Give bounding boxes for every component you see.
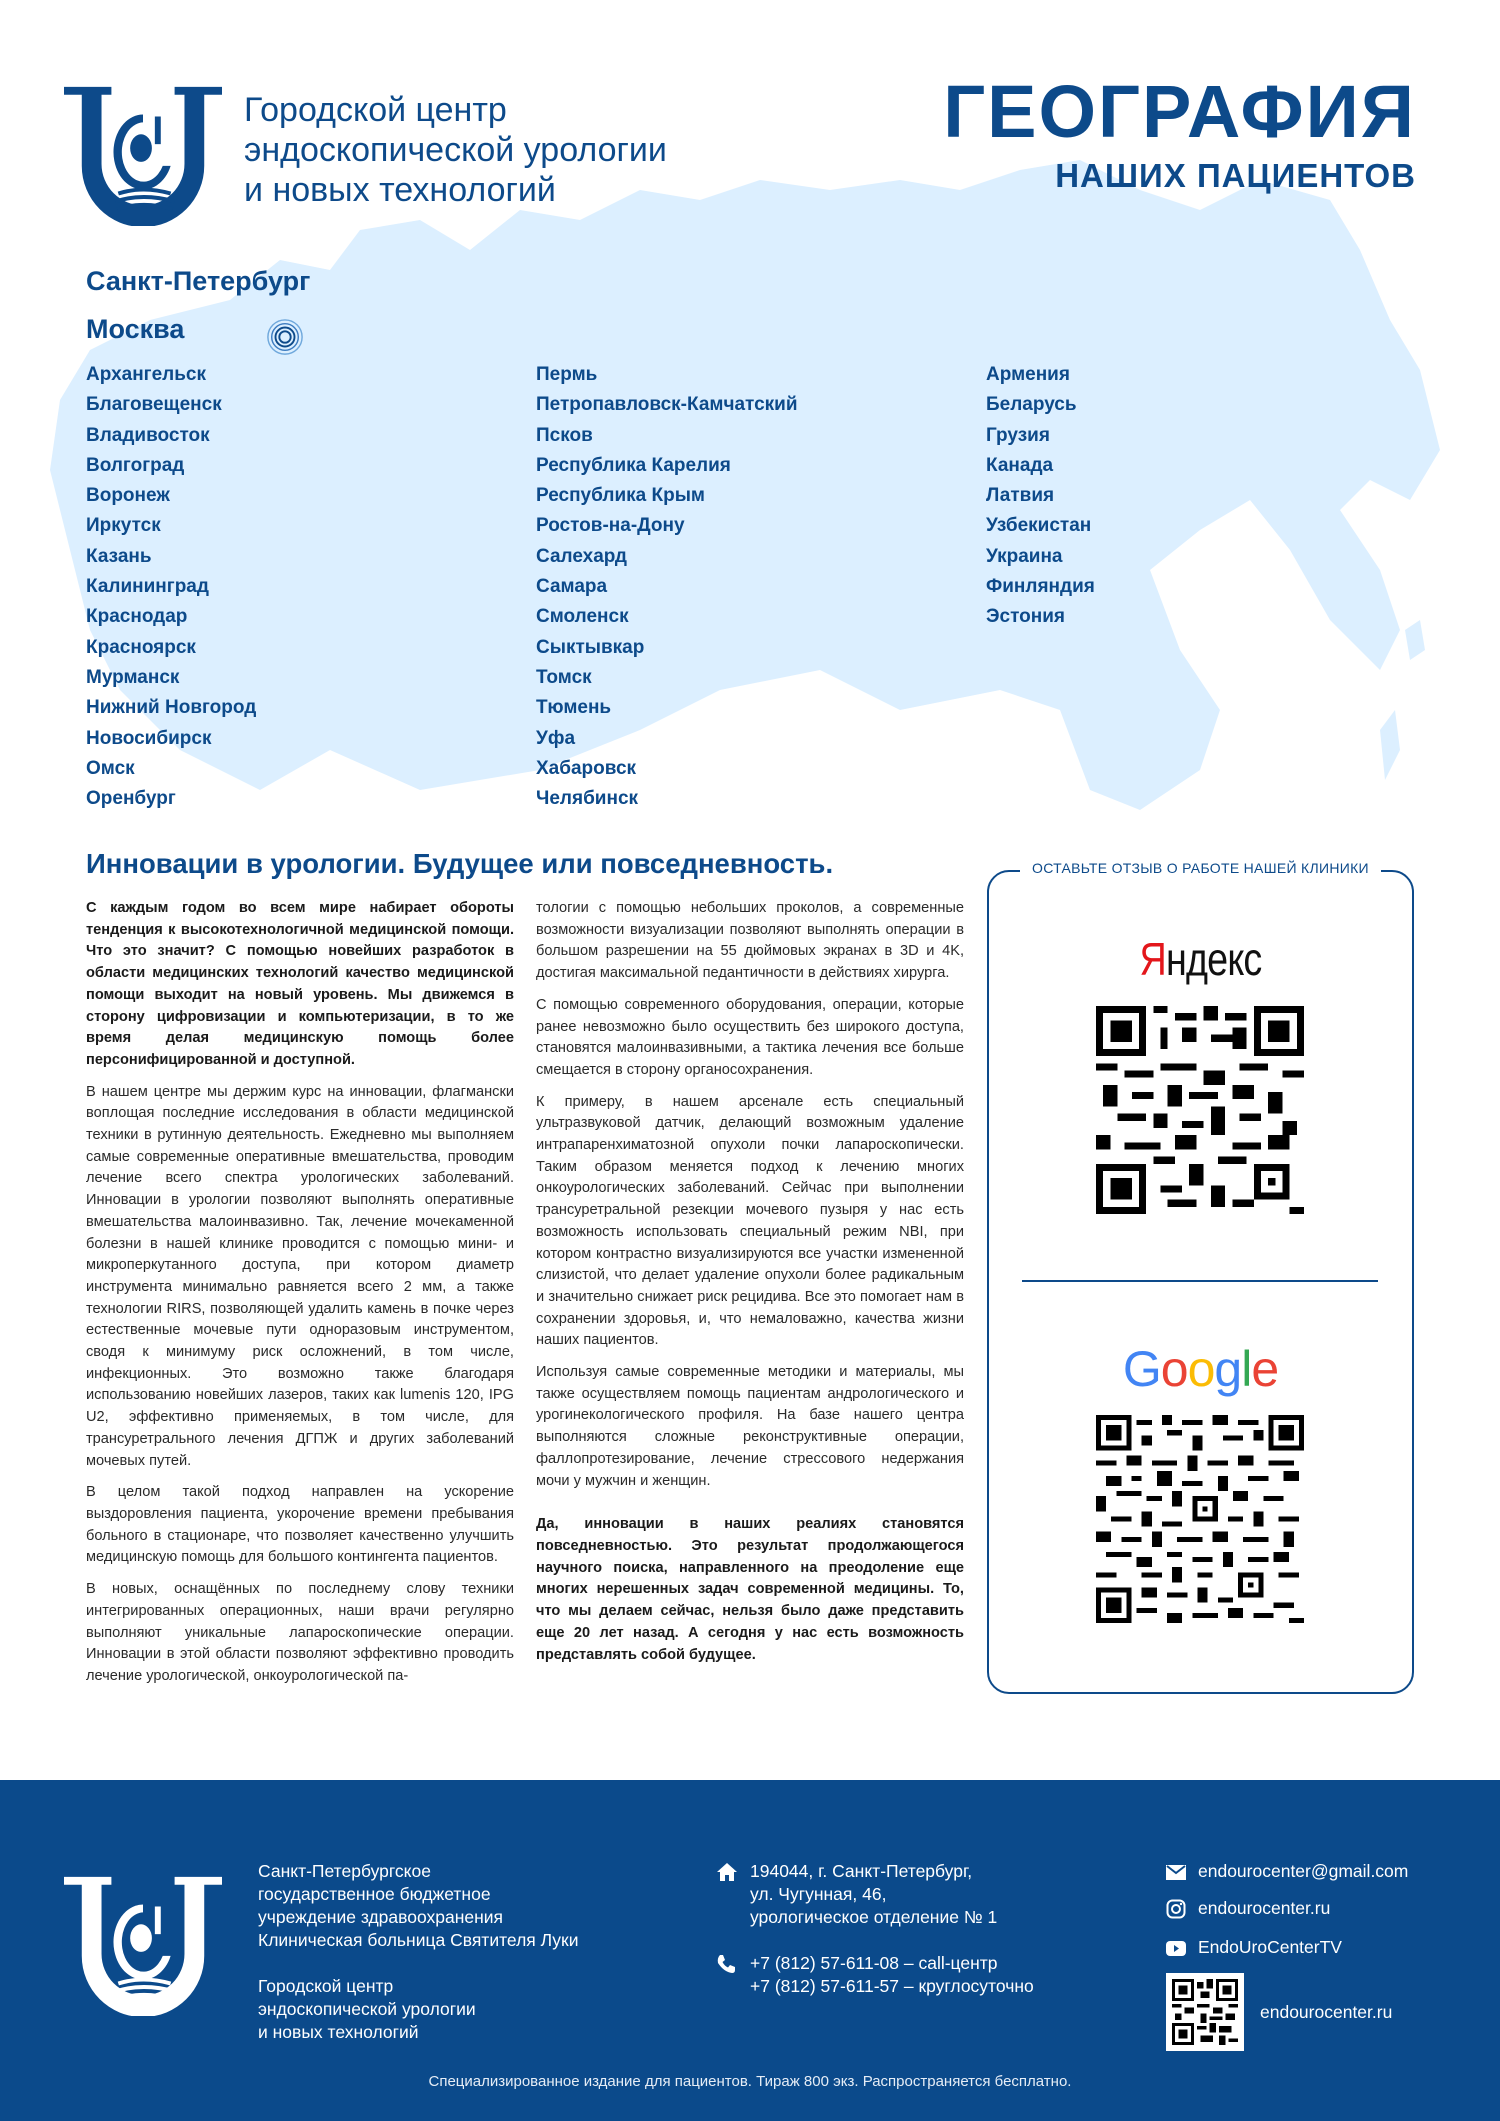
major-city-moscow: Москва <box>86 314 185 344</box>
article-paragraph: С помощью современного оборудования, операции, которые ранее невозможно было осуществить без широкого доступа, становятся малоинвазивными, а тактика лечения все больше смещается в сторону органосохранения. <box>536 996 964 1078</box>
city-item: Новосибирск <box>86 727 212 749</box>
org-name-line: Городской центр <box>244 91 507 129</box>
article-paragraph: Используя самые современные методики и материалы, мы также осуществляем помощь пациентам андрологического и урогинекологического профиля. На базе нашего центра выполняются сложные реконструктивные операции, фаллопротезирование, лечение стрессового недержания мочи у мужчин и женщин. <box>536 1364 964 1489</box>
review-panel-label: ОСТАВЬТЕ ОТЗЫВ О РАБОТЕ НАШЕЙ КЛИНИКИ <box>1020 860 1381 876</box>
country-item: Латвия <box>986 485 1055 507</box>
footer-center-line: Городской центр <box>258 1976 394 1996</box>
clinic-logo <box>64 86 222 226</box>
address-line: урологическое отделение № 1 <box>750 1907 998 1927</box>
address-row <box>716 1860 1034 1929</box>
footer-center-line: и новых технологий <box>258 2022 419 2042</box>
article-paragraph: В целом такой подход направлен на ускорение выздоровления пациента, укорочение времени пребывания больного в стационаре, что позволяет качественно улучшить медицинскую помощь для большого контингента пациентов. <box>86 1484 514 1566</box>
instagram-link[interactable]: endourocenter.ru <box>1198 1898 1331 1918</box>
google-logo-letter: e <box>1251 1341 1279 1397</box>
city-item: Омск <box>86 757 135 779</box>
article-paragraph: К примеру, в нашем арсенале есть специальный ультразвуковой датчик, делающий возможным удаление интрапаренхиматозной опухоли почки лапароскопически. Таким образом меняется подход к лечению многих онкоурологических заболеваний. Сейчас при выполнении трансуретральной резекции мочевого пузыря у нас есть возможность использовать специальный режим NBI, при котором контрастно визуализируются все участки измененной слизистой, что делает удаление опухоли более радикальным и значительно снижает риск рецидива. Все это помогает нам в сохранении здоровья, и, что немаловажно, качества жизни наших пациентов. <box>536 1093 964 1349</box>
city-list-column-1 <box>86 360 256 814</box>
city-item: Псков <box>536 424 593 446</box>
city-list-column-2 <box>536 360 798 814</box>
city-item: Мурманск <box>86 666 180 688</box>
footer-org-info <box>258 1860 578 2044</box>
city-item: Красноярск <box>86 636 196 658</box>
review-divider <box>1022 1280 1378 1282</box>
email-link[interactable]: endourocenter@gmail.com <box>1198 1861 1409 1881</box>
org-name-line: эндоскопической урологии <box>244 131 667 169</box>
footer-org-line: государственное бюджетное <box>258 1884 491 1904</box>
yandex-logo-rest: ндекс <box>1165 933 1262 985</box>
footer-center-line: эндоскопической урологии <box>258 1999 476 2019</box>
phone-icon <box>716 1952 750 1979</box>
article-column-1 <box>86 898 514 1698</box>
country-item: Беларусь <box>986 394 1077 416</box>
city-item: Петропавловск-Камчатский <box>536 394 798 416</box>
article-paragraph: В новых, оснащённых по последнему слову техники интегрированных операционных, наши врачи регулярно выполняют уникальные лапароскопические операции. Инновации в этой области позволяют эффективно проводить лечение урологической, онкоурологической па- <box>86 1581 514 1684</box>
location-target-icon <box>266 318 304 356</box>
email-row <box>1166 1860 1408 1885</box>
city-item: Смоленск <box>536 606 629 628</box>
footer-org-line: учреждение здравоохранения <box>258 1907 504 1927</box>
country-item: Армения <box>986 364 1070 385</box>
city-item: Республика Карелия <box>536 454 731 476</box>
article-paragraph: тологии с помощью небольших проколов, а современные возможности визуализации позволяют выполнять операции в большом разрешении на 55 дюймовых экранах в 3D и 4K, достигая максимальной педантичности в действиях хирурга. <box>536 900 964 982</box>
google-logo-letter: l <box>1241 1341 1252 1397</box>
org-name-line: и новых технологий <box>244 171 556 209</box>
yandex-logo <box>1025 932 1375 986</box>
city-item: Республика Крым <box>536 485 705 507</box>
footer-contacts <box>1166 1860 1408 2051</box>
city-item: Благовещенск <box>86 394 222 416</box>
youtube-row <box>1166 1936 1408 1961</box>
city-item: Самара <box>536 576 608 598</box>
city-item: Уфа <box>536 727 576 749</box>
article-column-2 <box>536 898 964 1676</box>
page-title: ГЕОГРАФИЯ <box>943 70 1416 153</box>
google-review-qr-code[interactable] <box>1096 1415 1304 1623</box>
google-logo-letter: G <box>1122 1341 1161 1397</box>
home-icon <box>716 1860 750 1887</box>
city-item: Владивосток <box>86 424 210 446</box>
youtube-link[interactable]: EndoUroCenterTV <box>1198 1937 1342 1957</box>
city-item: Сыктывкар <box>536 636 645 658</box>
site-link[interactable]: endourocenter.ru <box>1260 2001 1393 2022</box>
footer-org-line: Клиническая больница Святителя Луки <box>258 1930 579 1950</box>
country-item: Грузия <box>986 424 1050 446</box>
city-item: Томск <box>536 666 592 688</box>
country-list <box>986 360 1095 633</box>
footer <box>0 1780 1500 2121</box>
city-item: Хабаровск <box>536 757 637 779</box>
city-item: Салехард <box>536 545 627 567</box>
city-item: Челябинск <box>536 788 639 810</box>
site-qr-code[interactable] <box>1166 1973 1244 2051</box>
country-item: Финляндия <box>986 576 1095 598</box>
phone-number[interactable]: +7 (812) 57-611-57 – круглосуточно <box>750 1976 1034 1996</box>
google-logo-letter: o <box>1187 1341 1215 1397</box>
instagram-row <box>1166 1897 1408 1924</box>
yandex-review-qr-code[interactable] <box>1096 1006 1304 1214</box>
org-name <box>244 90 667 210</box>
city-item: Ростов-на-Дону <box>536 515 685 537</box>
city-item: Волгоград <box>86 454 185 476</box>
city-item: Иркутск <box>86 515 161 537</box>
city-item: Архангельск <box>86 364 206 385</box>
google-logo <box>987 1340 1414 1398</box>
address-line: ул. Чугунная, 46, <box>750 1884 887 1904</box>
city-item: Воронеж <box>86 485 170 507</box>
city-item: Казань <box>86 545 152 567</box>
phone-row <box>716 1952 1034 1998</box>
city-item: Пермь <box>536 364 598 385</box>
country-item: Эстония <box>986 606 1065 628</box>
city-item: Краснодар <box>86 606 188 628</box>
footer-org-line: Санкт-Петербургское <box>258 1861 431 1881</box>
country-item: Узбекистан <box>986 515 1092 537</box>
google-logo-letter: g <box>1214 1341 1242 1397</box>
publication-note: Специализированное издание для пациентов. Тираж 800 экз. Распространяется бесплатно. <box>428 2073 1072 2090</box>
youtube-icon <box>1166 1936 1198 1961</box>
article-paragraph: Да, инновации в наших реалиях становятся повседневностью. Это результат продолжающегося научного поиска, направленного на преодоление еще многих нерешенных задач современной медицины. То, что мы делаем сейчас, нельзя было даже представить еще 20 лет назад. А сегодня у нас есть возможность представлять собой будущее. <box>536 1516 964 1663</box>
address-line: 194044, г. Санкт-Петербург, <box>750 1861 973 1881</box>
article-paragraph: С каждым годом во всем мире набирает обороты тенденция к высокотехнологичной медицинской помощи. Что это значит? С помощью новейших разработок в области медицинских технологий качество медицинской помощи выходит на новый уровень. Мы движемся в сторону цифровизации и компьютеризации, в то же время делая медицинскую помощь более персонифицированной и доступной. <box>86 900 514 1068</box>
google-logo-letter: o <box>1160 1341 1188 1397</box>
instagram-icon <box>1166 1897 1198 1924</box>
site-qr-row <box>1166 1973 1408 2051</box>
yandex-logo-first-letter: Я <box>1139 933 1166 985</box>
article-paragraph: В нашем центре мы держим курс на инновации, флагмански воплощая последние исследования в области медицинской техники в рутинную деятельность. Ежедневно мы выполняем самые современные оперативные вмешательства, проводим лечение всего спектра урологических заболеваний. Инновации в урологии позволяют выполнять оперативные вмешательства малоинвазивно. Так, лечение мочекаменной болезни в нашей клинике проводится с помощью мини- и микроперкутанного доступа, при котором диаметр инструмента минимально равняется всего 2 мм, а также технологии RIRS, позволяющей удалить камень в почке через естественные мочевые пути одноразовым инструментом, сводя к минимуму риск осложнений, в том числе, инфекционных. Это возможно также благодаря использованию новейших лазеров, таких как lumenis 120, IPG U2, эффективно применяемых, в том числе, для трансуретрального лечения ДГПЖ и других заболеваний мочевых путей. <box>86 1083 514 1469</box>
city-item: Нижний Новгород <box>86 697 257 719</box>
article-title: Инновации в урологии. Будущее или повседневность. <box>86 848 834 879</box>
footer-clinic-logo <box>64 1876 222 2016</box>
page-subtitle: НАШИХ ПАЦИЕНТОВ <box>1055 157 1416 194</box>
major-city-spb: Санкт-Петербург <box>86 266 311 296</box>
city-item: Оренбург <box>86 788 176 810</box>
city-item: Калининград <box>86 576 209 598</box>
country-item: Канада <box>986 454 1054 476</box>
footer-address-block <box>716 1860 1034 1998</box>
city-item: Тюмень <box>536 697 612 719</box>
country-item: Украина <box>986 545 1063 567</box>
mail-icon <box>1166 1860 1198 1885</box>
phone-number[interactable]: +7 (812) 57-611-08 – call-центр <box>750 1953 998 1973</box>
